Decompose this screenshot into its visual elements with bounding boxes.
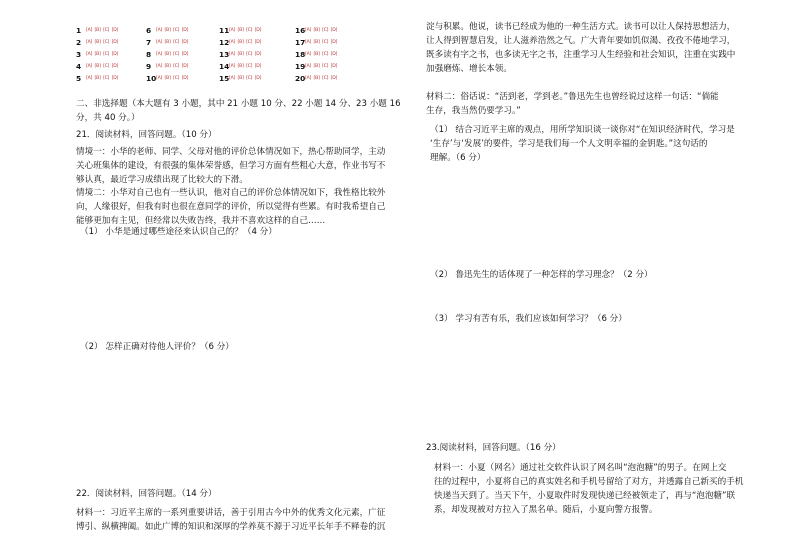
- answer-option-bubble[interactable]: [B]: [164, 51, 171, 57]
- answer-option-bubble[interactable]: [A]: [156, 63, 163, 69]
- answer-item: [146, 24, 191, 36]
- answer-option-bubble[interactable]: [C]: [246, 63, 253, 69]
- answer-number: 14: [219, 61, 230, 71]
- answer-option-bubble[interactable]: [A]: [229, 63, 236, 69]
- answer-option-bubble[interactable]: [B]: [94, 27, 101, 33]
- q22-sub3: （3） 学习有苦有乐，我们应该如何学习？（6 分）: [430, 314, 627, 324]
- continuation-line: 既多读有字之书，也多读无字之书，注重学习人生经验和社会知识，注重在实践中: [426, 50, 736, 60]
- answer-number: 9: [146, 61, 152, 71]
- q22-material1: [76, 506, 385, 534]
- answer-item: [76, 48, 121, 60]
- answer-option-bubble[interactable]: [D]: [330, 75, 338, 81]
- answer-option-bubble[interactable]: [A]: [229, 51, 236, 57]
- answer-item: [219, 24, 264, 36]
- answer-number: 15: [219, 73, 230, 83]
- q21-situation2-line: 向，人缘很好，但我有时也很在意同学的评价，所以觉得有些累。有时我希望自己: [76, 202, 386, 212]
- q22-material1-line: 材料一：习近平主席的一系列重要讲话，善于引用古今中外的优秀文化元素，广征: [76, 508, 386, 518]
- q22-sub1-line: （1） 结合习近平主席的观点，用所学知识谈一谈你对“在知识经济时代，学习是: [430, 125, 735, 135]
- answer-option-bubble[interactable]: [A]: [229, 27, 236, 33]
- answer-option-bubble[interactable]: [D]: [254, 75, 262, 81]
- answer-item: [76, 36, 121, 48]
- answer-option-bubble[interactable]: [C]: [246, 27, 253, 33]
- answer-option-bubble[interactable]: [B]: [313, 75, 320, 81]
- answer-option-bubble[interactable]: [B]: [94, 39, 101, 45]
- q22-sub1-line: 理解。（6 分）: [430, 153, 486, 163]
- answer-option-bubble[interactable]: [C]: [173, 27, 180, 33]
- answer-row: [76, 60, 376, 72]
- answer-option-bubble[interactable]: [D]: [254, 51, 262, 57]
- q23-material1: [434, 461, 743, 517]
- answer-number: 4: [76, 61, 82, 71]
- answer-sheet: [76, 24, 376, 84]
- answer-item: [219, 48, 264, 60]
- answer-item: [76, 60, 121, 72]
- answer-option-bubble[interactable]: [B]: [237, 51, 244, 57]
- q21-situation1-line: 关心班集体的建设，有很强的集体荣誉感，但学习方面有些粗心大意，作业书写不: [76, 161, 386, 171]
- answer-number: 13: [219, 49, 230, 59]
- section-heading-line2: 分，共 40 分。）: [76, 113, 140, 123]
- answer-number: 12: [219, 37, 230, 47]
- answer-number: 16: [295, 25, 306, 35]
- answer-option-bubble[interactable]: [D]: [111, 51, 119, 57]
- q23-material1-line: 系，却发现被对方拉入了黑名单。随后，小夏向警方报警。: [434, 505, 658, 515]
- answer-option-bubble[interactable]: [C]: [246, 51, 253, 57]
- q21-situation2-line: 情境二：小华对自己也有一些认识，他对自己的评价总体情况如下，我性格比较外: [76, 188, 386, 198]
- answer-option-bubble[interactable]: [A]: [305, 75, 312, 81]
- answer-item: [146, 60, 191, 72]
- answer-option-bubble[interactable]: [A]: [86, 75, 93, 81]
- answer-item: [76, 24, 121, 36]
- answer-option-bubble[interactable]: [C]: [322, 39, 329, 45]
- q21-situation1: [76, 145, 385, 187]
- answer-row: [76, 72, 376, 84]
- q21-title: 21．阅读材料，回答问题。（10 分）: [76, 130, 217, 140]
- answer-item: [295, 24, 340, 36]
- answer-number: 7: [146, 37, 152, 47]
- answer-option-bubble[interactable]: [C]: [173, 39, 180, 45]
- answer-row: [76, 24, 376, 36]
- q21-situation1-line: 够认真，最近学习成绩出现了比较大的下滑。: [76, 175, 248, 185]
- answer-option-bubble[interactable]: [A]: [156, 39, 163, 45]
- answer-option-bubble[interactable]: [A]: [156, 51, 163, 57]
- answer-option-bubble[interactable]: [B]: [313, 51, 320, 57]
- answer-option-bubble[interactable]: [B]: [164, 75, 171, 81]
- answer-option-bubble[interactable]: [B]: [313, 63, 320, 69]
- q21-situation1-line: 情境一：小华的老师、同学、父母对他的评价总体情况如下，热心帮助同学，主动: [76, 147, 386, 157]
- answer-option-bubble[interactable]: [D]: [181, 63, 189, 69]
- section-heading-line1: 二、非选择题（本大题有 3 小题，其中 21 小题 10 分、22 小题 14 分、23 小题 16: [76, 99, 401, 109]
- q21-sub1: （1） 小华是通过哪些途径来认识自己的？（4 分）: [80, 227, 277, 237]
- answer-option-bubble[interactable]: [C]: [103, 27, 110, 33]
- answer-item: [146, 48, 191, 60]
- answer-option-bubble[interactable]: [A]: [86, 39, 93, 45]
- material2-line: 生存，我当然仍要学习。”: [426, 106, 521, 116]
- answer-option-bubble[interactable]: [A]: [156, 27, 163, 33]
- answer-option-bubble[interactable]: [A]: [305, 63, 312, 69]
- answer-item: [146, 72, 191, 84]
- answer-option-bubble[interactable]: [D]: [111, 75, 119, 81]
- continuation-line: 让人得到智慧启发，让人滋养浩然之气。广大青年要如饥似渴、孜孜不倦地学习，: [426, 36, 736, 46]
- answer-option-bubble[interactable]: [B]: [237, 63, 244, 69]
- q22-material2: [426, 90, 719, 118]
- answer-option-bubble[interactable]: [B]: [313, 27, 320, 33]
- answer-number: 6: [146, 25, 152, 35]
- q22-sub1: [430, 123, 735, 165]
- answer-number: 11: [219, 25, 230, 35]
- answer-option-bubble[interactable]: [D]: [254, 63, 262, 69]
- answer-number: 19: [295, 61, 306, 71]
- answer-option-bubble[interactable]: [B]: [313, 39, 320, 45]
- answer-option-bubble[interactable]: [C]: [246, 39, 253, 45]
- q21-sub2: （2） 怎样正确对待他人评价？（6 分）: [80, 342, 234, 352]
- answer-option-bubble[interactable]: [D]: [111, 27, 119, 33]
- answer-option-bubble[interactable]: [D]: [181, 27, 189, 33]
- answer-option-bubble[interactable]: [C]: [103, 51, 110, 57]
- answer-option-bubble[interactable]: [D]: [181, 51, 189, 57]
- q23-material1-line: 快递当天到了。当天下午，小夏取件时发现快递已经被领走了，再与“泡泡糖”联: [434, 491, 736, 501]
- answer-item: [295, 72, 340, 84]
- answer-option-bubble[interactable]: [A]: [156, 75, 163, 81]
- answer-option-bubble[interactable]: [B]: [237, 27, 244, 33]
- answer-item: [295, 60, 340, 72]
- answer-number: 10: [146, 73, 157, 83]
- continuation-line: 淀与积累。他说，读书已经成为他的一种生活方式。读书可以让人保持思想活力，: [426, 22, 736, 32]
- answer-number: 1: [76, 25, 82, 35]
- continuation-line: 加强磨炼、增长本领。: [426, 64, 512, 74]
- answer-option-bubble[interactable]: [D]: [111, 63, 119, 69]
- q21-situation2-line: 能够更加有主见，但经常以失败告终，我并不喜欢这样的自己……: [76, 216, 326, 226]
- answer-number: 8: [146, 49, 152, 59]
- answer-option-bubble[interactable]: [D]: [330, 51, 338, 57]
- answer-option-bubble[interactable]: [B]: [164, 27, 171, 33]
- answer-option-bubble[interactable]: [C]: [322, 75, 329, 81]
- answer-option-bubble[interactable]: [B]: [94, 75, 101, 81]
- answer-option-bubble[interactable]: [C]: [322, 51, 329, 57]
- answer-number: 17: [295, 37, 306, 47]
- answer-option-bubble[interactable]: [A]: [86, 27, 93, 33]
- answer-number: 18: [295, 49, 306, 59]
- answer-item: [219, 36, 264, 48]
- q21-situation2: [76, 186, 385, 228]
- answer-option-bubble[interactable]: [D]: [181, 39, 189, 45]
- material2-line: 材料二：俗话说：“活到老，学到老。”鲁迅先生也曾经说过这样一句话：“倘能: [426, 92, 719, 102]
- q22-material1-line: 博引、纵横捭阖。如此广博的知识和深厚的学养莫不源于习近平长年手不释卷的沉: [76, 522, 386, 532]
- answer-option-bubble[interactable]: [C]: [173, 75, 180, 81]
- answer-option-bubble[interactable]: [A]: [86, 51, 93, 57]
- answer-option-bubble[interactable]: [A]: [229, 75, 236, 81]
- answer-option-bubble[interactable]: [C]: [322, 63, 329, 69]
- answer-item: [295, 48, 340, 60]
- answer-option-bubble[interactable]: [C]: [246, 75, 253, 81]
- answer-item: [76, 72, 121, 84]
- answer-option-bubble[interactable]: [D]: [254, 27, 262, 33]
- answer-item: [219, 72, 264, 84]
- q22-title: 22．阅读材料，回答问题。（14 分）: [76, 489, 217, 499]
- answer-option-bubble[interactable]: [C]: [173, 63, 180, 69]
- answer-option-bubble[interactable]: [B]: [164, 39, 171, 45]
- answer-option-bubble[interactable]: [C]: [103, 39, 110, 45]
- q23-material1-line: 往的过程中，小夏将自己的真实姓名和手机号留给了对方，并透露自己新买的手机: [434, 477, 744, 487]
- answer-number: 2: [76, 37, 82, 47]
- answer-number: 5: [76, 73, 82, 83]
- answer-option-bubble[interactable]: [D]: [330, 39, 338, 45]
- answer-number: 20: [295, 73, 306, 83]
- answer-option-bubble[interactable]: [C]: [322, 27, 329, 33]
- answer-option-bubble[interactable]: [D]: [330, 27, 338, 33]
- q22-material1-continuation: [426, 20, 735, 76]
- answer-option-bubble[interactable]: [C]: [173, 51, 180, 57]
- answer-option-bubble[interactable]: [B]: [94, 63, 101, 69]
- q23-material1-line: 材料一：小夏（网名）通过社交软件认识了网名叫“泡泡糖”的男子。在网上交: [434, 463, 727, 473]
- answer-option-bubble[interactable]: [D]: [254, 39, 262, 45]
- answer-row: [76, 48, 376, 60]
- answer-option-bubble[interactable]: [A]: [305, 27, 312, 33]
- q22-sub1-line: ‘生存’与‘发展’的要件，学习是我们每一个人文明幸福的金钥匙。”这句话的: [430, 139, 708, 149]
- answer-option-bubble[interactable]: [C]: [103, 63, 110, 69]
- answer-option-bubble[interactable]: [D]: [330, 63, 338, 69]
- answer-option-bubble[interactable]: [B]: [94, 51, 101, 57]
- answer-option-bubble[interactable]: [D]: [181, 75, 189, 81]
- answer-row: [76, 36, 376, 48]
- q23-title: 23.阅读材料，回答问题。（16 分）: [426, 443, 561, 453]
- answer-option-bubble[interactable]: [B]: [237, 75, 244, 81]
- answer-option-bubble[interactable]: [D]: [111, 39, 119, 45]
- answer-option-bubble[interactable]: [C]: [103, 75, 110, 81]
- answer-option-bubble[interactable]: [A]: [229, 39, 236, 45]
- answer-item: [219, 60, 264, 72]
- answer-number: 3: [76, 49, 82, 59]
- answer-option-bubble[interactable]: [A]: [305, 51, 312, 57]
- answer-item: [295, 36, 340, 48]
- answer-item: [146, 36, 191, 48]
- answer-option-bubble[interactable]: [B]: [164, 63, 171, 69]
- answer-option-bubble[interactable]: [A]: [305, 39, 312, 45]
- q22-sub2: （2） 鲁迅先生的话体现了一种怎样的学习理念？（2 分）: [430, 270, 653, 280]
- answer-option-bubble[interactable]: [A]: [86, 63, 93, 69]
- answer-option-bubble[interactable]: [B]: [237, 39, 244, 45]
